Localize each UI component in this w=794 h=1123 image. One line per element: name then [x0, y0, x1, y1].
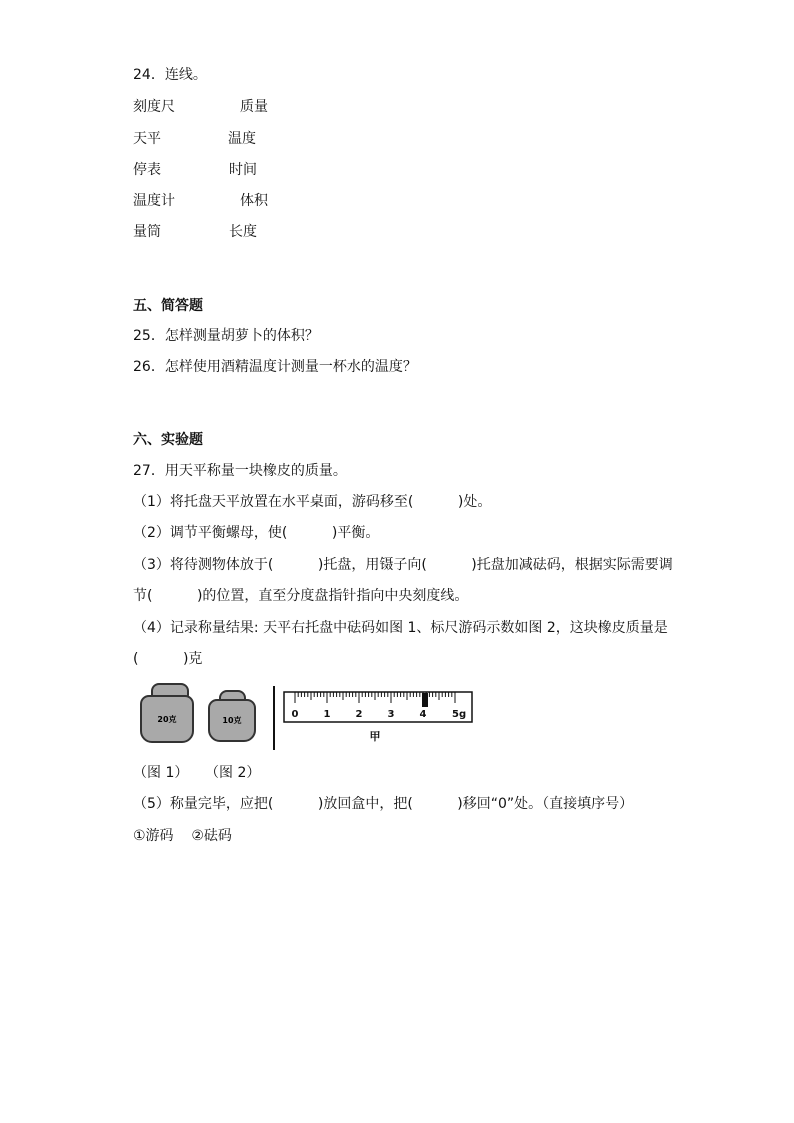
figure-divider — [273, 686, 275, 750]
ruler-tick-label: 5g — [452, 709, 467, 720]
question-27: 27．用天平称量一块橡皮的质量。 — [133, 463, 347, 479]
step-4-line-2: ( )克 — [133, 651, 203, 667]
figure-2-caption: （图 2） — [205, 765, 261, 781]
weight-20g — [140, 695, 194, 743]
ruler-tick-label: 1 — [323, 709, 331, 720]
figure-1-caption: （图 1） — [133, 765, 189, 781]
match-left-item: 刻度尺 — [133, 99, 175, 115]
rider-marker — [422, 693, 428, 707]
ruler-tick-label: 3 — [387, 709, 395, 720]
q24-title: 24．连线。 — [133, 67, 207, 83]
step-5: （5）称量完毕，应把( )放回盒中，把( )移回“0”处。（直接填序号） — [133, 796, 634, 812]
match-right-item: 体积 — [240, 193, 268, 209]
answer-options: ①游码 ②砝码 — [133, 828, 232, 844]
match-right-item: 长度 — [229, 224, 257, 240]
step-2: （2）调节平衡螺母，使( )平衡。 — [133, 525, 380, 541]
ruler-tick-label: 4 — [419, 709, 427, 720]
step-3-line-1: （3）将待测物体放于( )托盘，用镊子向( )托盘加减砝码，根据实际需要调 — [133, 557, 673, 573]
match-left-item: 天平 — [133, 131, 161, 147]
weight-10g-label: 10克 — [222, 716, 242, 725]
match-right-item: 时间 — [229, 162, 257, 178]
ruler-caption: 甲 — [369, 730, 381, 743]
match-left-item: 停表 — [133, 162, 161, 178]
section-heading: 六、实验题 — [133, 432, 203, 448]
step-4-line-1: （4）记录称量结果: 天平右托盘中砝码如图 1、标尺游码示数如图 2，这块橡皮质量是 — [133, 620, 668, 636]
ruler-tick-label: 2 — [355, 709, 363, 720]
ruler-figure — [280, 684, 480, 754]
ruler — [284, 692, 472, 743]
weight-10g — [208, 699, 256, 742]
match-right-item: 质量 — [240, 99, 268, 115]
match-left-item: 量筒 — [133, 224, 161, 240]
ruler-tick-label: 0 — [291, 709, 299, 720]
match-right-item: 温度 — [228, 131, 256, 147]
step-1: （1）将托盘天平放置在水平桌面，游码移至( )处。 — [133, 494, 492, 510]
section-heading: 五、简答题 — [133, 298, 203, 314]
match-left-item: 温度计 — [133, 193, 175, 209]
question-25: 25．怎样测量胡萝卜的体积？ — [133, 328, 319, 344]
question-26: 26．怎样使用酒精温度计测量一杯水的温度？ — [133, 359, 417, 375]
weight-20g-label: 20克 — [157, 714, 177, 724]
step-3-line-2: 节( )的位置，直至分度盘指针指向中央刻度线。 — [133, 588, 469, 604]
